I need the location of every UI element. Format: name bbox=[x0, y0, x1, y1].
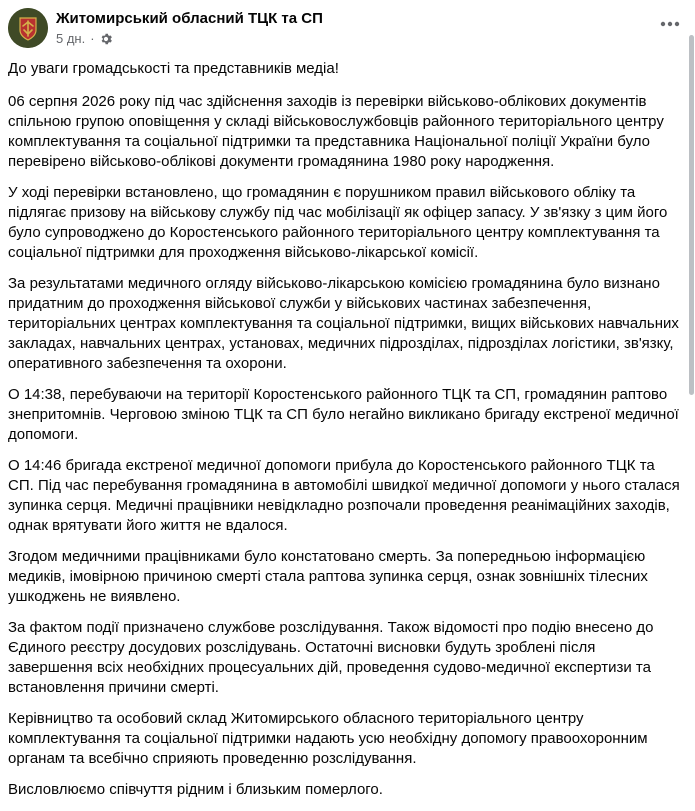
post-text bbox=[8, 59, 683, 811]
post-paragraph: Висловлюємо співчуття рідним і близьким померлого. bbox=[8, 781, 383, 798]
post-paragraph: До уваги громадськості та представників медіа! bbox=[8, 60, 339, 77]
gear-icon[interactable] bbox=[100, 33, 112, 45]
emblem-icon bbox=[8, 8, 48, 48]
scrollbar[interactable] bbox=[687, 0, 695, 780]
post-paragraph: О 14:38, перебуваючи на території Коростенського районного ТЦК та СП, громадянин раптово знепритомнів. Черговою зміною ТЦК та СП було негайно викликано бригаду екстреної медичної допомоги. bbox=[8, 386, 679, 443]
post-time[interactable]: 5 дн. bbox=[56, 31, 86, 46]
post-paragraph: За фактом події призначено службове розслідування. Також відомості про подію внесено до Єдиного реєстру досудових розслідувань. Остаточні висновки будуть зроблені після завершення всіх необхідних процесуальних дій, проведення судово-медичної експертизи та встановлення причини смерті. bbox=[8, 619, 654, 696]
more-options-button[interactable] bbox=[656, 10, 684, 38]
post-meta bbox=[56, 31, 112, 46]
post-paragraph: 06 серпня 2026 року під час здійснення заходів із перевірки військово-облікових документів спільною групою оповіщення у складі військовослужбовців районного територіального центру комплектування та соціальної підтримки та представника Національної поліції України було перевірено військово-облікові документи громадянина 1980 року народження. bbox=[8, 93, 664, 170]
more-horizontal-icon bbox=[660, 21, 680, 27]
post-paragraph: Згодом медичними працівниками було констатовано смерть. За попередньою інформацією медиків, імовірною причиною смерті стала раптова зупинка серця, ознак зовнішніх тілесних ушкоджень не виявлено. bbox=[8, 548, 648, 605]
meta-separator: · bbox=[90, 31, 95, 46]
post-author[interactable]: Житомирський обласний ТЦК та СП bbox=[56, 10, 323, 27]
post-paragraph: За результатами медичного огляду військово-лікарською комісією громадянина було визнано придатним до проходження військової служби у військових частинах забезпечення, територіальних центрах комплектування та соціальної підтримки, вищих військових навчальних закладах, навчальних центрах, установах, медичних підрозділах, підрозділах логістики, зв'язку, оперативного забезпечення та охорони. bbox=[8, 275, 679, 372]
avatar[interactable] bbox=[8, 8, 48, 48]
post-paragraph: У ході перевірки встановлено, що громадянин є порушником правил військового обліку та підлягає призову на військову службу під час мобілізації як офіцер запасу. У зв'язку з цим його було супроводжено до Коростенського районного територіального центру комплектування та соціальної підтримки для проходження військово-лікарської комісії. bbox=[8, 184, 668, 261]
post-header bbox=[8, 6, 684, 50]
scrollbar-thumb[interactable] bbox=[689, 35, 694, 395]
post-paragraph: Керівництво та особовий склад Житомирського обласного територіального центру комплектування та соціальної підтримки надають усю необхідну допомогу правоохоронним органам та всебічно сприяють проведенню розслідування. bbox=[8, 710, 648, 767]
post-paragraph: О 14:46 бригада екстреної медичної допомоги прибула до Коростенського районного ТЦК та СП. Під час перебування громадянина в автомобілі швидкої медичної допомоги у нього сталася зупинка серця. Медичні працівники невідкладно розпочали проведення реанімаційних заходів, однак врятувати його життя не вдалося. bbox=[8, 457, 680, 534]
